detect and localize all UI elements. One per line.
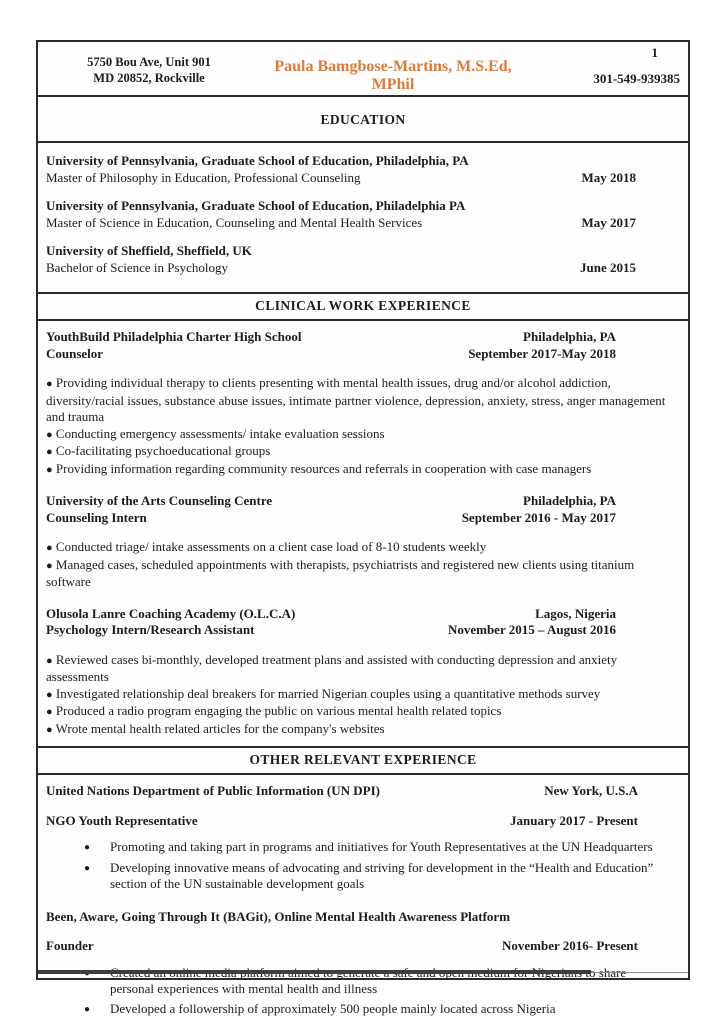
- job-entry: [46, 909, 680, 1019]
- bullet-icon: ●: [46, 559, 53, 572]
- bullet-text: Promoting and taking part in programs and initiatives for Youth Representatives at the UN Headquarters: [110, 839, 653, 854]
- job-location: Philadelphia, PA: [523, 329, 616, 344]
- organization-name: YouthBuild Philadelphia Charter High School: [46, 329, 302, 344]
- job-entry: [46, 606, 680, 739]
- bullet-icon: ●: [46, 428, 53, 441]
- degree-name: Master of Science in Education, Counseling and Mental Health Services: [46, 214, 423, 230]
- job-dates: January 2017 - Present: [510, 812, 638, 828]
- bullet-icon: ●: [46, 542, 53, 554]
- bullet-item: [46, 375, 680, 426]
- bullet-item: [46, 703, 680, 721]
- clinical-job-list: [38, 321, 688, 748]
- bullet-item: [46, 652, 680, 686]
- section-title-education: EDUCATION: [38, 97, 688, 143]
- bullet-item: [46, 461, 680, 479]
- job-location: Philadelphia, PA: [523, 493, 616, 508]
- institution-name: University of Sheffield, Sheffield, UK: [46, 243, 252, 258]
- job-entry: [46, 329, 680, 478]
- bullet-item: [46, 426, 680, 444]
- degree-name: Master of Philosophy in Education, Professional Counseling: [46, 169, 361, 185]
- graduation-date: May 2018: [581, 169, 636, 185]
- bullet-item: [46, 860, 680, 893]
- bullet-item: [46, 557, 680, 591]
- bullet-icon: ●: [84, 842, 91, 853]
- bullet-text: Investigated relationship deal breakers for married Nigerian couples using a quantitative methods survey: [55, 685, 601, 701]
- bullet-text: Developed a followership of approximately 500 people mainly located across Nigeria: [110, 1000, 556, 1016]
- bullet-text: Produced a radio program engaging the public on various mental health related topics: [55, 703, 502, 718]
- education-list: [38, 143, 688, 294]
- bullet-icon: ●: [46, 654, 53, 667]
- bullet-text: Developing innovative means of advocating and striving for development in the “Health and Education” section of the UN sustainable development goals: [110, 859, 654, 891]
- education-entry: [46, 153, 680, 186]
- bullet-text: Conducted triage/ intake assessments on a client case load of 8-10 students weekly: [55, 539, 487, 554]
- page-number: 1: [651, 45, 658, 60]
- bullet-item: [46, 721, 680, 739]
- education-entry: [46, 243, 680, 276]
- phone-number: 301-549-939385: [593, 71, 680, 86]
- bullet-text: Co-facilitating psychoeducational groups: [55, 443, 271, 458]
- bullet-list: [46, 375, 680, 478]
- bullet-item: [46, 539, 680, 557]
- section-title-clinical-experience: CLINICAL WORK EXPERIENCE: [38, 294, 688, 321]
- bullet-item: [46, 839, 680, 857]
- job-location: Lagos, Nigeria: [535, 605, 616, 621]
- job-dates: November 2016- Present: [502, 938, 638, 953]
- job-location: New York, U.S.A: [544, 783, 638, 798]
- section-title-other-experience: OTHER RELEVANT EXPERIENCE: [38, 748, 688, 775]
- bullet-icon: ●: [46, 463, 53, 476]
- job-title: Psychology Intern/Research Assistant: [46, 622, 255, 637]
- job-title: Counseling Intern: [46, 509, 147, 525]
- bullet-icon: ●: [46, 706, 53, 718]
- institution-name: University of Pennsylvania, Graduate School of Education, Philadelphia, PA: [46, 153, 469, 168]
- job-title: Counselor: [46, 345, 104, 361]
- bullet-icon: ●: [46, 688, 53, 701]
- organization-name: Been, Aware, Going Through It (BAGit), Online Mental Health Awareness Platform: [46, 908, 511, 924]
- bullet-text: share personal experiences with mental health and illness: [110, 964, 627, 996]
- bullet-list: [46, 839, 680, 893]
- other-job-list: [38, 775, 688, 1029]
- bullet-list: [46, 539, 680, 591]
- bullet-icon: ●: [84, 862, 91, 874]
- bullet-icon: ●: [46, 446, 53, 458]
- job-title: Founder: [46, 938, 94, 953]
- job-dates: September 2016 - May 2017: [461, 509, 616, 525]
- education-entry: [46, 198, 680, 231]
- bullet-icon: ●: [46, 723, 53, 736]
- bullet-text: Managed cases, scheduled appointments with therapists, psychiatrists and registered new clients using titanium software: [46, 556, 635, 589]
- job-entry: [46, 783, 680, 893]
- bullet-text: Providing information regarding community resources and referrals in cooperation with case managers: [55, 460, 592, 476]
- job-entry: [46, 493, 680, 591]
- bullet-item: [46, 443, 680, 461]
- address-block: [44, 42, 254, 95]
- bullet-text: Providing individual therapy to clients presenting with mental health issues, drug and/or alcohol addiction, diversity/racial issues, substance abuse issues, intimate partner violence, depression, anxiety, stress, anger management and trauma: [46, 375, 666, 424]
- bullet-text: Reviewed cases bi-monthly, developed treatment plans and assisted with conducting depression and anxiety assessments: [46, 651, 618, 684]
- degree-name: Bachelor of Science in Psychology: [46, 259, 228, 275]
- header-right-block: [532, 42, 682, 95]
- job-dates: September 2017-May 2018: [468, 345, 616, 361]
- address-line-2: MD 20852, Rockville: [93, 71, 205, 85]
- candidate-name: Paula Bamgbose-Martins, M.S.Ed, MPhil: [274, 58, 512, 93]
- bullet-list: [46, 652, 680, 739]
- resume-header: [38, 42, 688, 97]
- bottom-rule-thick: [38, 970, 591, 974]
- job-dates: November 2015 – August 2016: [447, 622, 616, 637]
- graduation-date: June 2015: [580, 259, 636, 275]
- institution-name: University of Pennsylvania, Graduate School of Education, Philadelphia PA: [46, 198, 466, 213]
- bullet-text: Wrote mental health related articles for the company's websites: [55, 720, 385, 736]
- bullet-icon: ●: [46, 378, 53, 390]
- organization-name: University of the Arts Counseling Centre: [46, 493, 273, 508]
- job-title: NGO Youth Representative: [46, 812, 198, 828]
- bullet-text: Conducting emergency assessments/ intake evaluation sessions: [55, 425, 385, 441]
- bullet-item: [46, 686, 680, 704]
- bullet-icon: ●: [84, 1003, 91, 1015]
- bullet-item: [46, 1001, 680, 1019]
- organization-name: United Nations Department of Public Information (UN DPI): [46, 783, 381, 798]
- page-border: [36, 40, 690, 1016]
- organization-name: Olusola Lanre Coaching Academy (O.L.C.A): [46, 605, 296, 621]
- graduation-date: May 2017: [581, 214, 636, 230]
- address-line-1: 5750 Bou Ave, Unit 901: [87, 55, 211, 69]
